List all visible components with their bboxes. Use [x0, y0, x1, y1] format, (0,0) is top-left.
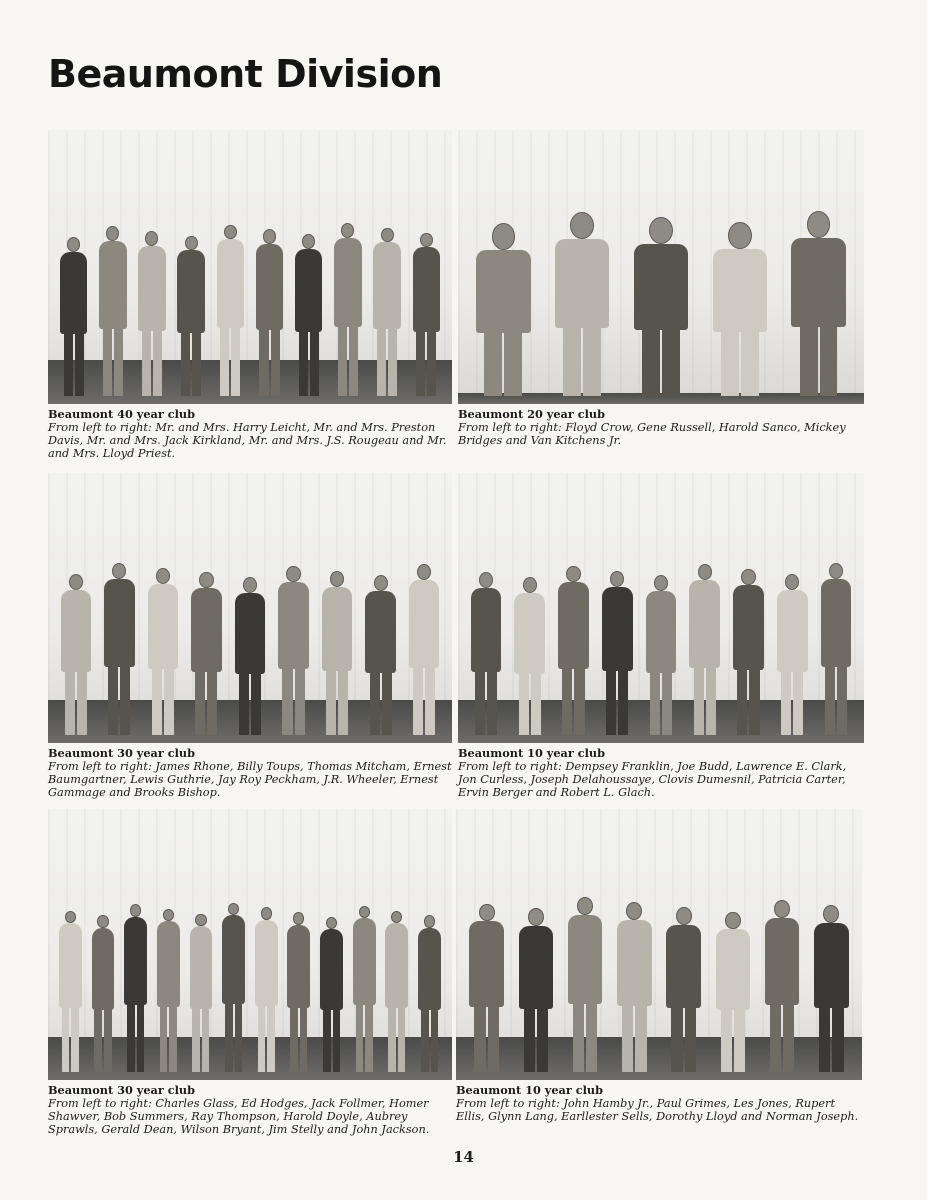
person-figure — [60, 237, 87, 395]
caption-club-title: Beaumont 20 year club — [458, 407, 606, 421]
person-figure — [514, 577, 545, 735]
person-figure — [469, 904, 504, 1072]
photo-panel-30-year-club-b — [48, 809, 452, 1136]
caption-names: From left to right: Charles Glass, Ed Hodges, Jack Follmer, Homer Shawver, Bob Summers, Ray Thompson, Harold Doyle, Aubrey Sprawls, Gerald Dean, Wilson Bryant, Jim Stelly and John Jackson. — [48, 1097, 430, 1136]
person-figure — [814, 905, 849, 1072]
person-figure — [255, 907, 278, 1072]
person-figure — [177, 236, 204, 396]
person-figure — [124, 904, 147, 1072]
photo-caption — [458, 408, 864, 447]
caption-names: From left to right: John Hamby Jr., Paul Grimes, Les Jones, Rupert Ellis, Glynn Lang, Earllester Sells, Dorothy Lloyd and Norman Joseph. — [456, 1097, 859, 1123]
person-figure — [519, 908, 554, 1072]
group-photo — [458, 473, 864, 743]
person-figure — [104, 563, 135, 735]
photo-panel-10-year-club-a — [458, 473, 864, 799]
group-photo — [458, 130, 864, 404]
caption-club-title: Beaumont 10 year club — [458, 746, 606, 760]
group-photo — [48, 809, 452, 1080]
person-figure — [713, 222, 767, 396]
person-figure — [689, 564, 720, 735]
person-figure — [716, 912, 751, 1072]
person-figure — [322, 571, 353, 735]
photo-panel-20-year-club — [458, 130, 864, 447]
person-figure — [59, 911, 82, 1072]
group-photo — [48, 130, 452, 404]
person-figure — [92, 915, 115, 1072]
person-figure — [222, 903, 245, 1072]
person-figure — [666, 907, 701, 1072]
page-title: Beaumont Division — [48, 52, 443, 96]
photo-caption — [458, 747, 864, 799]
person-figure — [373, 228, 400, 396]
person-figure — [99, 226, 126, 396]
person-figure — [476, 223, 530, 395]
person-figure — [320, 917, 343, 1072]
person-figure — [821, 563, 852, 735]
person-figure — [558, 566, 589, 735]
person-figure — [217, 225, 244, 396]
caption-names: From left to right: Mr. and Mrs. Harry Leicht, Mr. and Mrs. Preston Davis, Mr. and Mrs. Jack Kirkland, Mr. and Mrs. J.S. Rougeau and Mr. and Mrs. Lloyd Priest. — [48, 421, 447, 460]
person-figure — [471, 572, 502, 735]
caption-names: From left to right: Dempsey Franklin, Joe Budd, Lawrence E. Clark, Jon Curless, Joseph Delahoussaye, Clovis Dumesnil, Patricia Carter, Ervin Berger and Robert L. Glach. — [458, 760, 847, 799]
person-figure — [765, 900, 800, 1071]
person-figure — [334, 223, 361, 396]
person-figure — [646, 575, 677, 735]
person-figure — [256, 229, 283, 395]
person-figure — [418, 915, 441, 1072]
photo-panel-10-year-club-b — [456, 809, 862, 1123]
person-figure — [353, 906, 376, 1072]
caption-club-title: Beaumont 40 year club — [48, 407, 196, 421]
person-figure — [287, 912, 310, 1072]
person-figure — [409, 564, 440, 734]
person-figure — [157, 909, 180, 1072]
photo-caption — [48, 747, 452, 799]
group-photo — [456, 809, 862, 1080]
person-figure — [191, 572, 222, 735]
caption-club-title: Beaumont 10 year club — [456, 1083, 604, 1097]
photo-panel-30-year-club-a — [48, 473, 452, 799]
person-figure — [190, 914, 213, 1072]
person-figure — [138, 231, 165, 396]
person-figure — [235, 577, 266, 735]
person-figure — [617, 902, 652, 1072]
group-photo — [48, 473, 452, 743]
person-figure — [568, 897, 603, 1072]
photo-caption — [48, 408, 452, 460]
person-figure — [148, 568, 179, 735]
person-figure — [365, 575, 396, 734]
person-figure — [791, 211, 845, 396]
person-figure — [295, 234, 322, 396]
photo-caption — [456, 1084, 862, 1123]
person-figure — [413, 233, 440, 396]
person-figure — [385, 911, 408, 1072]
person-figure — [602, 571, 633, 735]
person-figure — [634, 217, 688, 396]
person-figure — [61, 574, 92, 735]
photo-panel-40-year-club — [48, 130, 452, 460]
caption-club-title: Beaumont 30 year club — [48, 746, 196, 760]
person-figure — [733, 569, 764, 735]
page-number: 14 — [453, 1148, 474, 1166]
person-figure — [777, 574, 808, 735]
caption-names: From left to right: James Rhone, Billy Toups, Thomas Mitcham, Ernest Baumgartner, Lewis Guthrie, Jay Roy Peckham, J.R. Wheeler, Ernest Gammage and Brooks Bishop. — [48, 760, 452, 799]
person-figure — [278, 566, 309, 735]
person-figure — [555, 212, 609, 396]
caption-names: From left to right: Floyd Crow, Gene Russell, Harold Sanco, Mickey Bridges and Van Kitchens Jr. — [458, 421, 846, 447]
caption-club-title: Beaumont 30 year club — [48, 1083, 196, 1097]
photo-caption — [48, 1084, 452, 1136]
